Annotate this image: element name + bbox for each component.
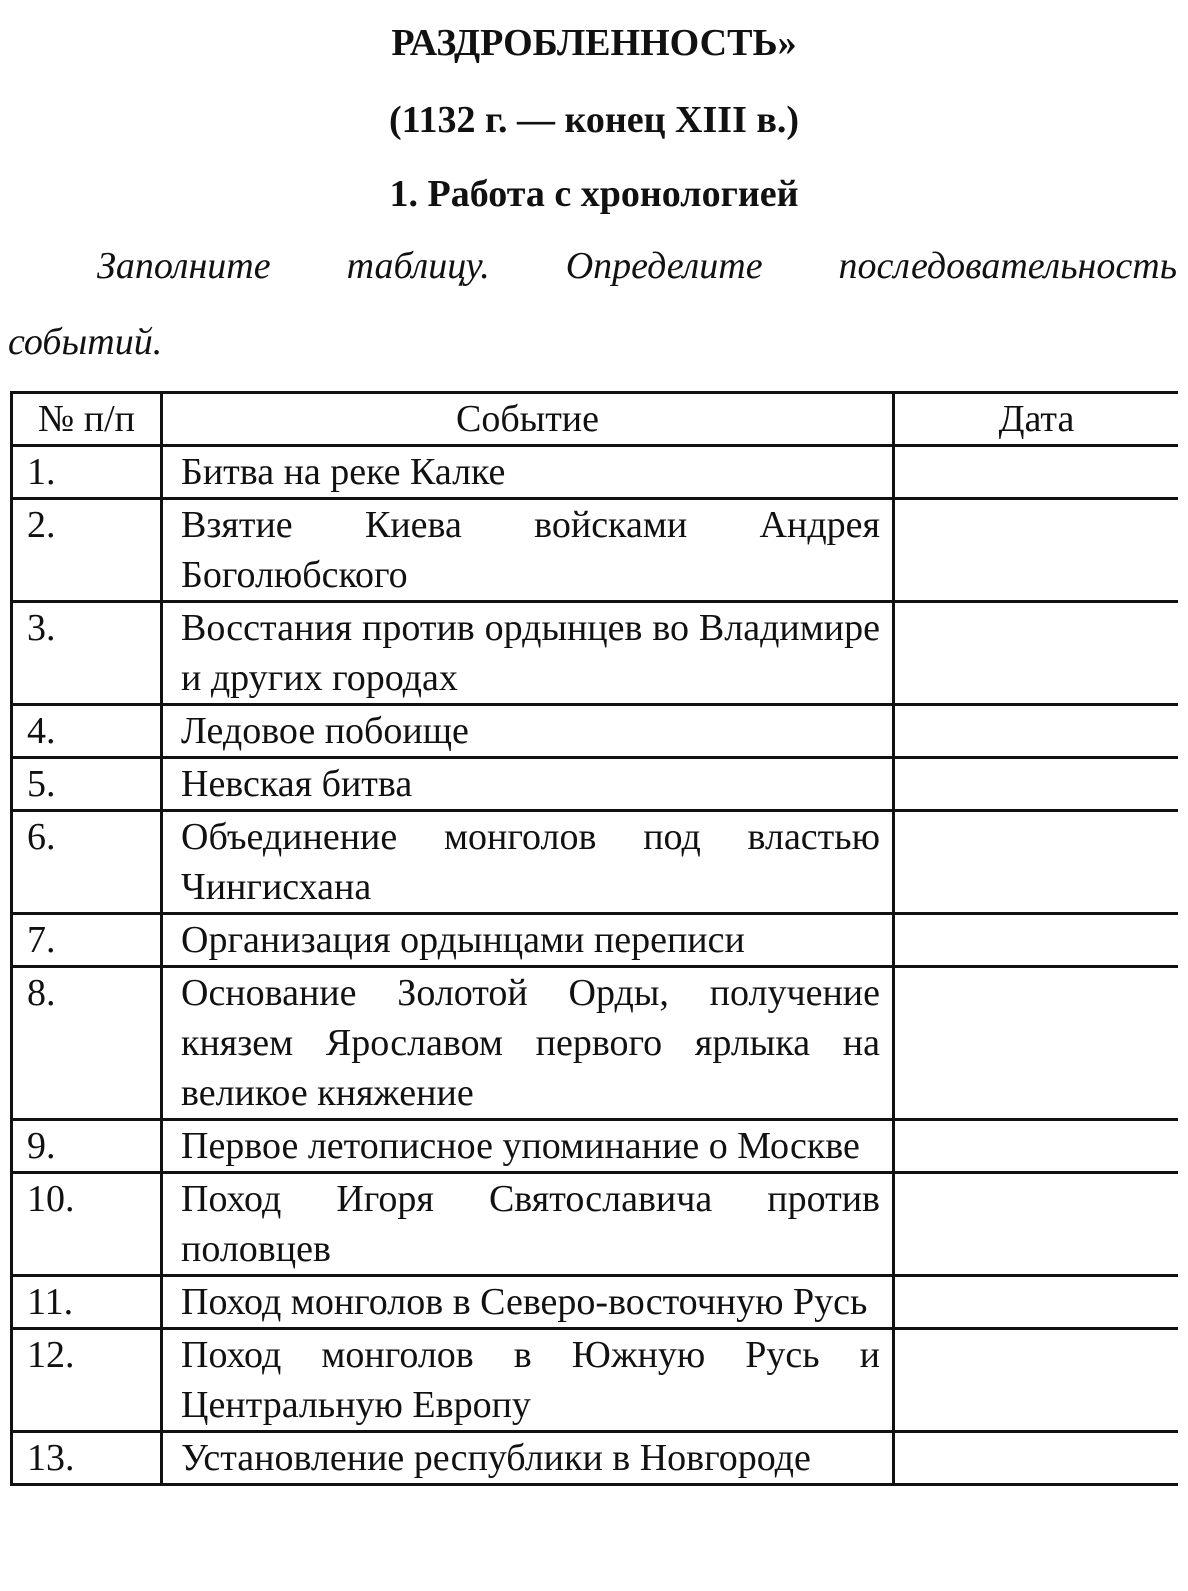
table-row — [12, 967, 1179, 1120]
event-cell: Организация ордынцами переписи — [162, 914, 894, 967]
event-cell: Взятие Киева войсками Андрея Боголюбского — [162, 499, 894, 602]
event-cell: Поход Игоря Святославича против половцев — [162, 1173, 894, 1276]
column-header-number: № п/п — [12, 393, 162, 446]
date-cell[interactable] — [894, 914, 1179, 967]
date-cell[interactable] — [894, 1173, 1179, 1276]
row-number: 5. — [12, 758, 162, 811]
event-cell: Невская битва — [162, 758, 894, 811]
table-row — [12, 1120, 1179, 1173]
event-cell: Первое летописное упоминание о Москве — [162, 1120, 894, 1173]
row-number: 6. — [12, 811, 162, 914]
row-number: 10. — [12, 1173, 162, 1276]
row-number: 8. — [12, 967, 162, 1120]
row-number: 7. — [12, 914, 162, 967]
table-row — [12, 1329, 1179, 1432]
chronology-table-container — [10, 391, 1178, 1591]
date-cell[interactable] — [894, 1120, 1179, 1173]
row-number: 4. — [12, 705, 162, 758]
date-cell[interactable] — [894, 499, 1179, 602]
table-row — [12, 705, 1179, 758]
table-row — [12, 499, 1179, 602]
date-cell[interactable] — [894, 1276, 1179, 1329]
event-cell: Объединение монголов под властью Чингисхана — [162, 811, 894, 914]
section-heading: 1. Работа с хронологией — [389, 173, 799, 215]
event-cell: Основание Золотой Орды, получение князем Ярославом первого ярлыка на великое княжение — [162, 967, 894, 1120]
row-number: 13. — [12, 1432, 162, 1485]
period-subtitle: (1132 г. — конец XIII в.) — [388, 99, 800, 141]
table-row — [12, 758, 1179, 811]
table-row — [12, 811, 1179, 914]
table-header-row — [12, 393, 1179, 446]
table-row — [12, 446, 1179, 499]
date-cell[interactable] — [894, 705, 1179, 758]
date-cell[interactable] — [894, 758, 1179, 811]
event-cell: Восстания против ордынцев во Владимире и других городах — [162, 602, 894, 705]
row-number: 12. — [12, 1329, 162, 1432]
table-row — [12, 1173, 1179, 1276]
date-cell[interactable] — [894, 1432, 1179, 1485]
instruction-line-2: событий. — [8, 321, 163, 363]
row-number: 11. — [12, 1276, 162, 1329]
column-header-event: Событие — [162, 393, 894, 446]
row-number: 9. — [12, 1120, 162, 1173]
event-cell: Битва на реке Калке — [162, 446, 894, 499]
date-cell[interactable] — [894, 811, 1179, 914]
event-cell: Поход монголов в Северо-восточную Русь — [162, 1276, 894, 1329]
row-number: 2. — [12, 499, 162, 602]
event-cell: Установление республики в Новгороде — [162, 1432, 894, 1485]
event-cell: Поход монголов в Южную Русь и Центральную Европу — [162, 1329, 894, 1432]
table-row — [12, 1432, 1179, 1485]
chronology-table — [10, 391, 1178, 1486]
table-row — [12, 602, 1179, 705]
date-cell[interactable] — [894, 602, 1179, 705]
date-cell[interactable] — [894, 967, 1179, 1120]
row-number: 3. — [12, 602, 162, 705]
date-cell[interactable] — [894, 1329, 1179, 1432]
date-cell[interactable] — [894, 446, 1179, 499]
row-number: 1. — [12, 446, 162, 499]
column-header-date: Дата — [894, 393, 1179, 446]
page-title: РАЗДРОБЛЕННОСТЬ» — [391, 22, 797, 64]
instruction-line-1: Заполните таблицу. Определите последовательность — [97, 245, 1177, 287]
event-cell: Ледовое побоище — [162, 705, 894, 758]
table-row — [12, 1276, 1179, 1329]
table-row — [12, 914, 1179, 967]
